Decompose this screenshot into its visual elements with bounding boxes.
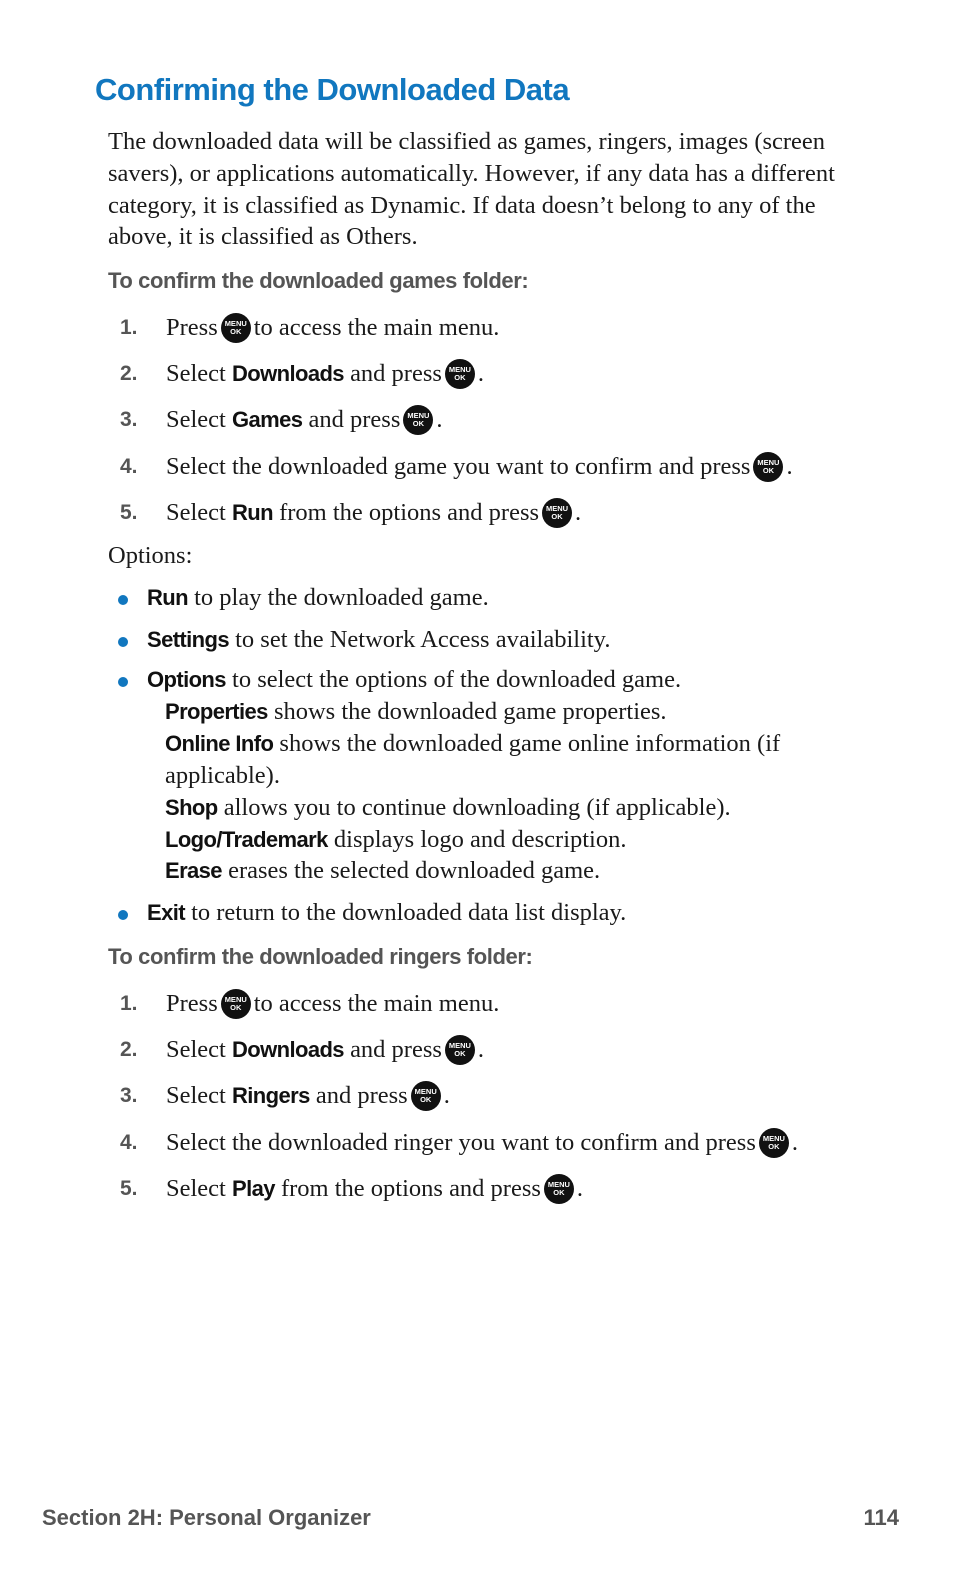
step-text: from the options and press [280,1175,541,1202]
menu-ok-key-icon: MENU OK [221,313,251,343]
menu-ok-key-icon: MENU OK [445,1035,475,1065]
step-text: to access the main menu. [253,314,500,341]
bullet-dot-icon [118,637,128,647]
step-text: . [436,406,443,433]
menu-keyword: Ringers [232,1083,310,1108]
step-text: Select [166,1082,226,1109]
menu-keyword: Games [232,407,303,432]
ringers-step-4 [120,1126,900,1160]
step-number: 5. [120,501,138,524]
bullet-dot-icon [118,595,128,605]
menu-ok-key-icon: MENU OK [542,498,572,528]
step-text: Select the downloaded game you want to confirm and press [166,453,751,480]
step-text: Select [166,360,226,387]
games-step-1 [120,311,900,345]
sub-option-keyword: Logo/Trademark [165,827,328,852]
step-text: . [576,1175,584,1202]
step-number: 1. [120,992,138,1015]
sub-option-erase [165,855,855,887]
bullet-dot-icon [118,677,128,687]
sub-option-logo-trademark [165,824,855,856]
option-text: to play the downloaded game. [194,584,489,611]
sub-option-keyword: Online Info [165,731,274,756]
option-keyword: Options [147,667,226,692]
menu-ok-key-icon: MENU OK [753,452,783,482]
step-text: to access the main menu. [253,990,500,1017]
ringers-step-1 [120,987,900,1021]
ringers-step-2 [120,1033,900,1067]
sub-option-online-info [165,728,855,792]
menu-keyword: Run [232,500,273,525]
option-keyword: Run [147,585,188,610]
menu-ok-key-icon: MENU OK [411,1081,441,1111]
step-text: Press [166,314,218,341]
option-text: to select the options of the downloaded game. [232,666,682,693]
step-text: . [477,1036,485,1063]
menu-keyword: Downloads [232,1037,344,1062]
sub-option-text: shows the downloaded game properties. [273,698,667,725]
step-text: and press [315,1082,408,1109]
menu-ok-key-icon: MENU OK [544,1174,574,1204]
sub-option-text: allows you to continue downloading (if applicable). [223,794,731,821]
menu-ok-key-icon: MENU OK [445,359,475,389]
step-number: 1. [120,316,138,339]
step-text: . [791,1129,799,1156]
menu-ok-key-icon: MENU OK [221,989,251,1019]
step-text: . [443,1082,450,1109]
games-heading: To confirm the downloaded games folder: [108,268,529,293]
menu-keyword: Downloads [232,361,344,386]
sub-option-text: shows the downloaded game online information (if applicable). [165,730,781,789]
step-text: Select the downloaded ringer you want to confirm and press [166,1129,756,1156]
option-text: to set the Network Access availability. [235,626,611,653]
sub-option-shop [165,792,855,824]
step-number: 3. [120,408,138,431]
option-options [118,664,878,696]
step-number: 5. [120,1177,138,1200]
games-step-5 [120,496,900,530]
step-text: Select [166,499,226,526]
sub-option-text: erases the selected downloaded game. [228,857,601,884]
step-text: Select [166,1175,226,1202]
menu-ok-key-icon: MENU OK [759,1128,789,1158]
intro-paragraph: The downloaded data will be classified as games, ringers, images (screen savers), or applications automatically. However, if any data has a different category, it is classified as Dynamic. If data doesn’t belong to any of the above, it is classified as Others. [108,128,835,251]
step-number: 4. [120,455,138,478]
games-step-3 [120,403,900,437]
sub-option-keyword: Shop [165,795,218,820]
menu-ok-key-icon: MENU OK [403,405,433,435]
step-text: Select [166,406,226,433]
options-label: Options: [108,542,193,569]
step-number: 2. [120,1038,138,1061]
menu-keyword: Play [232,1176,275,1201]
sub-option-properties [165,696,855,728]
option-run [118,582,878,614]
option-settings [118,624,878,656]
step-number: 3. [120,1084,138,1107]
ringers-step-5 [120,1172,900,1206]
step-text: Press [166,990,218,1017]
option-text: to return to the downloaded data list display. [191,899,627,926]
step-number: 4. [120,1131,138,1154]
step-text: Select [166,1036,226,1063]
sub-option-keyword: Properties [165,699,268,724]
games-step-2 [120,357,900,391]
option-keyword: Settings [147,627,229,652]
step-text: . [575,499,582,526]
bullet-dot-icon [118,910,128,920]
step-text: from the options and press [279,499,540,526]
option-exit [118,897,878,929]
step-number: 2. [120,362,138,385]
step-text: . [477,360,485,387]
ringers-step-3 [120,1079,900,1113]
games-step-4 [120,450,900,484]
step-text: and press [350,360,442,387]
sub-option-text: displays logo and description. [333,826,627,853]
step-text: and press [308,406,401,433]
step-text: . [786,453,793,480]
page-number: 114 [863,1505,899,1530]
ringers-heading: To confirm the downloaded ringers folder: [108,944,533,969]
sub-option-keyword: Erase [165,858,222,883]
step-text: and press [350,1036,442,1063]
option-keyword: Exit [147,900,185,925]
footer-section: Section 2H: Personal Organizer [42,1505,371,1530]
page-title: Confirming the Downloaded Data [95,72,570,107]
